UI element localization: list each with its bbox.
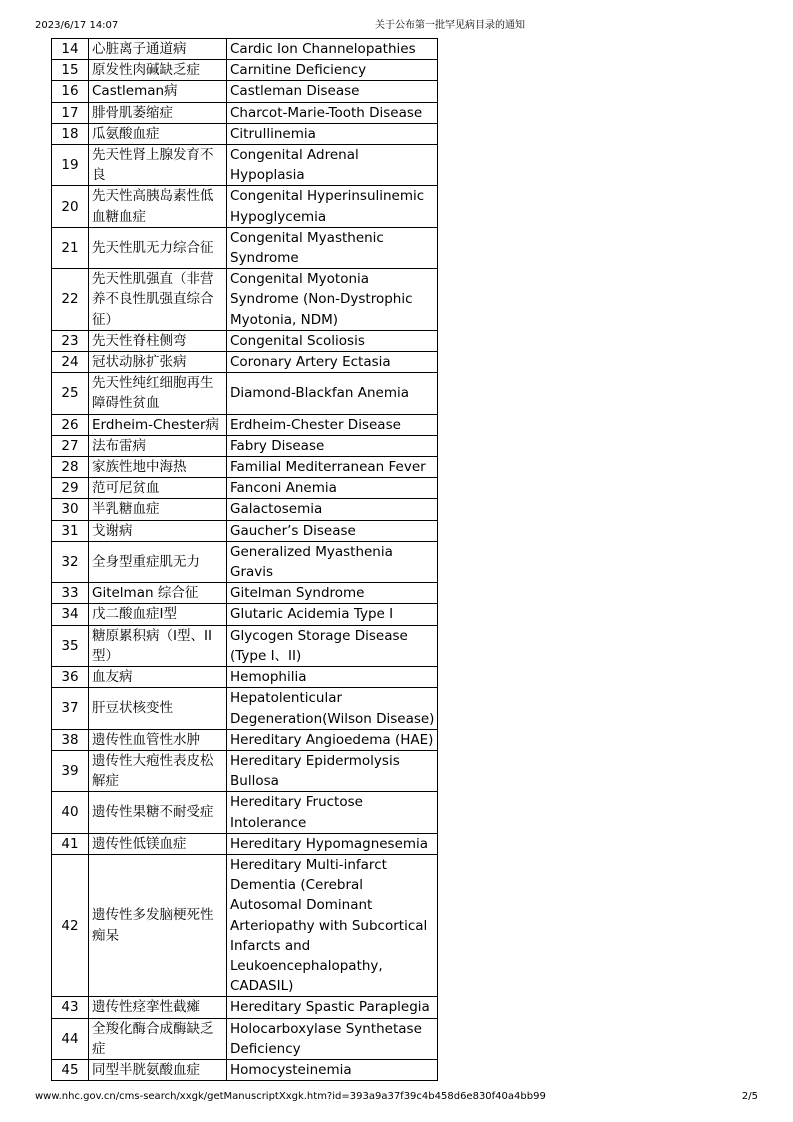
row-number: 18 (52, 123, 89, 144)
chinese-name-line: 遗传性低镁血症 (92, 835, 187, 852)
row-number: 39 (52, 750, 89, 791)
chinese-name-line: 先天性肌无力综合征 (92, 239, 214, 256)
table-row (52, 1059, 438, 1080)
chinese-name-line: Erdheim-Chester病 (92, 416, 220, 433)
english-name-line: Glutaric Acidemia Type I (230, 606, 394, 623)
english-name (227, 1018, 438, 1059)
chinese-name-line: 半乳糖血症 (92, 501, 160, 518)
english-name (227, 186, 438, 227)
chinese-name (89, 520, 227, 541)
english-name-line: Hereditary Hypomagnesemia (230, 835, 429, 852)
chinese-name-line: 障碍性贫血 (92, 395, 160, 412)
table-row (52, 123, 438, 144)
english-name (227, 541, 438, 582)
english-name (227, 102, 438, 123)
chinese-name (89, 60, 227, 81)
english-name-line: Hypoplasia (230, 167, 305, 184)
table-row (52, 688, 438, 729)
chinese-name (89, 688, 227, 729)
chinese-name-line: 养不良性肌强直综合 (92, 291, 214, 308)
chinese-name-line: 心脏离子通道病 (92, 41, 187, 57)
chinese-name-line: 冠状动脉扩张病 (92, 354, 187, 371)
chinese-name (89, 667, 227, 688)
table-row (52, 729, 438, 750)
chinese-name-line: 遗传性果糖不耐受症 (92, 804, 214, 821)
english-name-line: Galactosemia (230, 501, 323, 518)
english-name-line: Gaucher’s Disease (230, 522, 356, 539)
chinese-name-line: 先天性高胰岛素性低 (92, 188, 214, 205)
english-name-line: CADASIL) (230, 978, 294, 995)
english-name (227, 667, 438, 688)
row-number: 33 (52, 583, 89, 604)
chinese-name-line: 糖原累积病（I型、II (92, 627, 212, 644)
table-row (52, 997, 438, 1018)
table-row (52, 186, 438, 227)
english-name (227, 330, 438, 351)
chinese-name (89, 352, 227, 373)
chinese-name-line: 遗传性痉挛性截瘫 (92, 999, 200, 1016)
english-name-line: Gitelman Syndrome (230, 585, 365, 602)
row-number: 30 (52, 499, 89, 520)
english-name-line: Generalized Myasthenia (230, 543, 393, 560)
english-name (227, 997, 438, 1018)
english-name-line: Congenital Scoliosis (230, 332, 365, 349)
row-number: 45 (52, 1059, 89, 1080)
table-row (52, 1018, 438, 1059)
english-name (227, 414, 438, 435)
row-number: 42 (52, 854, 89, 996)
english-name (227, 269, 438, 331)
english-name-line: Holocarboxylase Synthetase (230, 1020, 422, 1037)
english-name (227, 854, 438, 996)
english-name-line: Familial Mediterranean Fever (230, 459, 426, 476)
chinese-name-line: 遗传性血管性水肿 (92, 731, 200, 748)
chinese-name-line: 先天性肌强直（非营 (92, 271, 214, 288)
row-number: 19 (52, 145, 89, 186)
chinese-name-line: 戊二酸血症I型 (92, 606, 177, 623)
table-row (52, 499, 438, 520)
table-row (52, 435, 438, 456)
table-row (52, 792, 438, 833)
table-row (52, 227, 438, 268)
chinese-name (89, 1059, 227, 1080)
english-name (227, 1059, 438, 1080)
chinese-name (89, 750, 227, 791)
english-name (227, 792, 438, 833)
english-name-line: Hemophilia (230, 669, 307, 686)
english-name-line: Autosomal Dominant (230, 897, 373, 914)
english-name (227, 688, 438, 729)
chinese-name-line: 范可尼贫血 (92, 480, 160, 497)
english-name (227, 750, 438, 791)
row-number: 44 (52, 1018, 89, 1059)
chinese-name-line: 腓骨肌萎缩症 (92, 104, 173, 121)
row-number: 31 (52, 520, 89, 541)
row-number: 27 (52, 435, 89, 456)
chinese-name (89, 478, 227, 499)
chinese-name-line: 先天性肾上腺发育不 (92, 147, 214, 164)
table-row (52, 604, 438, 625)
english-name-line: Hereditary Fructose (230, 794, 363, 811)
chinese-name-line: 瓜氨酸血症 (92, 125, 160, 142)
row-number: 32 (52, 541, 89, 582)
english-name-line: Glycogen Storage Disease (230, 627, 408, 644)
english-name-line: Citrullinemia (230, 125, 316, 142)
chinese-name-line: 遗传性多发脑梗死性 (92, 907, 214, 924)
row-number: 36 (52, 667, 89, 688)
english-name-line: Hereditary Spastic Paraplegia (230, 999, 430, 1016)
english-name-line: Charcot-Marie-Tooth Disease (230, 104, 423, 121)
chinese-name-line: 征） (92, 311, 119, 328)
row-number: 34 (52, 604, 89, 625)
chinese-name-line: 遗传性大疱性表皮松 (92, 752, 214, 769)
chinese-name-line: 血糖血症 (92, 208, 146, 225)
chinese-name (89, 227, 227, 268)
chinese-name (89, 541, 227, 582)
english-name-line: Infarcts and (230, 937, 311, 954)
english-name (227, 604, 438, 625)
table-row (52, 520, 438, 541)
table-row (52, 373, 438, 414)
english-name-line: Syndrome (Non-Dystrophic (230, 291, 413, 308)
english-name-line: Gravis (230, 564, 274, 581)
chinese-name-line: 同型半胱氨酸血症 (92, 1061, 200, 1078)
english-name-line: Myotonia, NDM) (230, 311, 339, 328)
english-name-line: Hereditary Epidermolysis (230, 752, 400, 769)
row-number: 22 (52, 269, 89, 331)
row-number: 35 (52, 625, 89, 666)
chinese-name-line: 症 (92, 1040, 106, 1057)
table-row (52, 583, 438, 604)
english-name-line: Hepatolenticular (230, 690, 343, 707)
print-datetime: 2023/6/17 14:07 (35, 20, 119, 31)
english-name-line: Erdheim-Chester Disease (230, 416, 401, 433)
chinese-name (89, 269, 227, 331)
english-name-line: Coronary Artery Ectasia (230, 354, 391, 371)
row-number: 15 (52, 60, 89, 81)
english-name-line: Fanconi Anemia (230, 480, 337, 497)
english-name-line: Dementia (Cerebral (230, 877, 364, 894)
table-row (52, 854, 438, 996)
chinese-name (89, 457, 227, 478)
chinese-name (89, 373, 227, 414)
english-name (227, 352, 438, 373)
english-name (227, 478, 438, 499)
chinese-name (89, 414, 227, 435)
table-row (52, 145, 438, 186)
english-name-line: Degeneration(Wilson Disease) (230, 710, 435, 727)
english-name-line: Deficiency (230, 1040, 301, 1057)
row-number: 40 (52, 792, 89, 833)
row-number: 20 (52, 186, 89, 227)
english-name-line: Syndrome (230, 250, 299, 267)
chinese-name (89, 330, 227, 351)
english-name (227, 60, 438, 81)
table-row (52, 625, 438, 666)
row-number: 24 (52, 352, 89, 373)
row-number: 37 (52, 688, 89, 729)
chinese-name (89, 833, 227, 854)
row-number: 16 (52, 81, 89, 102)
table-row (52, 102, 438, 123)
chinese-name-line: 痴呆 (92, 927, 119, 944)
row-number: 17 (52, 102, 89, 123)
chinese-name-line: 先天性脊柱侧弯 (92, 332, 187, 349)
english-name (227, 583, 438, 604)
table-row (52, 39, 438, 60)
chinese-name-line: Castleman病 (92, 83, 178, 100)
chinese-name-line: 法布雷病 (92, 437, 146, 454)
row-number: 21 (52, 227, 89, 268)
english-name-line: Congenital Myasthenic (230, 229, 384, 246)
row-number: 29 (52, 478, 89, 499)
row-number: 43 (52, 997, 89, 1018)
row-number: 41 (52, 833, 89, 854)
page-title: 关于公布第一批罕见病目录的通知 (375, 20, 525, 31)
chinese-name (89, 499, 227, 520)
chinese-name (89, 854, 227, 996)
chinese-name (89, 729, 227, 750)
english-name (227, 499, 438, 520)
english-name-line: Congenital Adrenal (230, 147, 359, 164)
chinese-name-line: 肝豆状核变性 (92, 700, 173, 717)
table-row (52, 541, 438, 582)
english-name (227, 145, 438, 186)
row-number: 25 (52, 373, 89, 414)
chinese-name-line: 戈谢病 (92, 522, 133, 539)
table-row (52, 60, 438, 81)
english-name-line: Cardic Ion Channelopathies (230, 41, 416, 57)
english-name-line: Congenital Myotonia (230, 271, 370, 288)
chinese-name (89, 81, 227, 102)
page-url: www.nhc.gov.cn/cms-search/xxgk/getManuscriptXxgk.htm?id=393a9a37f39c4b458d6e830f40a4bb99 (35, 1091, 546, 1102)
english-name-line: Fabry Disease (230, 437, 325, 454)
english-name-line: (Type I、II) (230, 647, 302, 664)
english-name (227, 373, 438, 414)
row-number: 26 (52, 414, 89, 435)
english-name-line: Intolerance (230, 814, 307, 831)
chinese-name (89, 435, 227, 456)
row-number: 38 (52, 729, 89, 750)
english-name-line: Leukoencephalopathy, (230, 957, 383, 974)
english-name-line: Homocysteinemia (230, 1061, 352, 1078)
chinese-name (89, 625, 227, 666)
row-number: 23 (52, 330, 89, 351)
chinese-name (89, 1018, 227, 1059)
table-row (52, 667, 438, 688)
english-name (227, 457, 438, 478)
chinese-name-line: 型） (92, 647, 119, 664)
chinese-name (89, 997, 227, 1018)
chinese-name (89, 604, 227, 625)
english-name (227, 123, 438, 144)
table-row (52, 750, 438, 791)
english-name-line: Hypoglycemia (230, 208, 327, 225)
english-name-line: Arteriopathy with Subcortical (230, 917, 428, 934)
english-name-line: Bullosa (230, 773, 279, 790)
english-name (227, 435, 438, 456)
table-row (52, 478, 438, 499)
chinese-name (89, 39, 227, 60)
english-name-line: Castleman Disease (230, 83, 360, 100)
chinese-name (89, 583, 227, 604)
table-row (52, 81, 438, 102)
english-name (227, 39, 438, 60)
english-name (227, 81, 438, 102)
table-row (52, 269, 438, 331)
row-number: 14 (52, 39, 89, 60)
english-name (227, 227, 438, 268)
chinese-name (89, 123, 227, 144)
chinese-name-line: 良 (92, 167, 106, 184)
chinese-name-line: 血友病 (92, 669, 133, 686)
english-name (227, 729, 438, 750)
chinese-name (89, 186, 227, 227)
chinese-name-line: 先天性纯红细胞再生 (92, 375, 214, 392)
chinese-name-line: 原发性肉碱缺乏症 (92, 62, 200, 79)
table-row (52, 414, 438, 435)
chinese-name-line: 全羧化酶合成酶缺乏 (92, 1020, 214, 1037)
english-name-line: Hereditary Angioedema (HAE) (230, 731, 434, 748)
chinese-name-line: 家族性地中海热 (92, 459, 187, 476)
table-row (52, 352, 438, 373)
chinese-name (89, 792, 227, 833)
english-name (227, 833, 438, 854)
table-row (52, 833, 438, 854)
english-name (227, 625, 438, 666)
english-name (227, 520, 438, 541)
chinese-name-line: 全身型重症肌无力 (92, 553, 200, 570)
page-number: 2/5 (741, 1091, 758, 1102)
chinese-name (89, 145, 227, 186)
english-name-line: Diamond-Blackfan Anemia (230, 385, 410, 402)
english-name-line: Hereditary Multi-infarct (230, 856, 387, 873)
chinese-name (89, 102, 227, 123)
chinese-name-line: Gitelman 综合征 (92, 585, 199, 602)
table-row (52, 457, 438, 478)
chinese-name-line: 解症 (92, 773, 119, 790)
rare-disease-table (51, 38, 438, 1081)
english-name-line: Congenital Hyperinsulinemic (230, 188, 425, 205)
english-name-line: Carnitine Deficiency (230, 62, 367, 79)
row-number: 28 (52, 457, 89, 478)
table-row (52, 330, 438, 351)
